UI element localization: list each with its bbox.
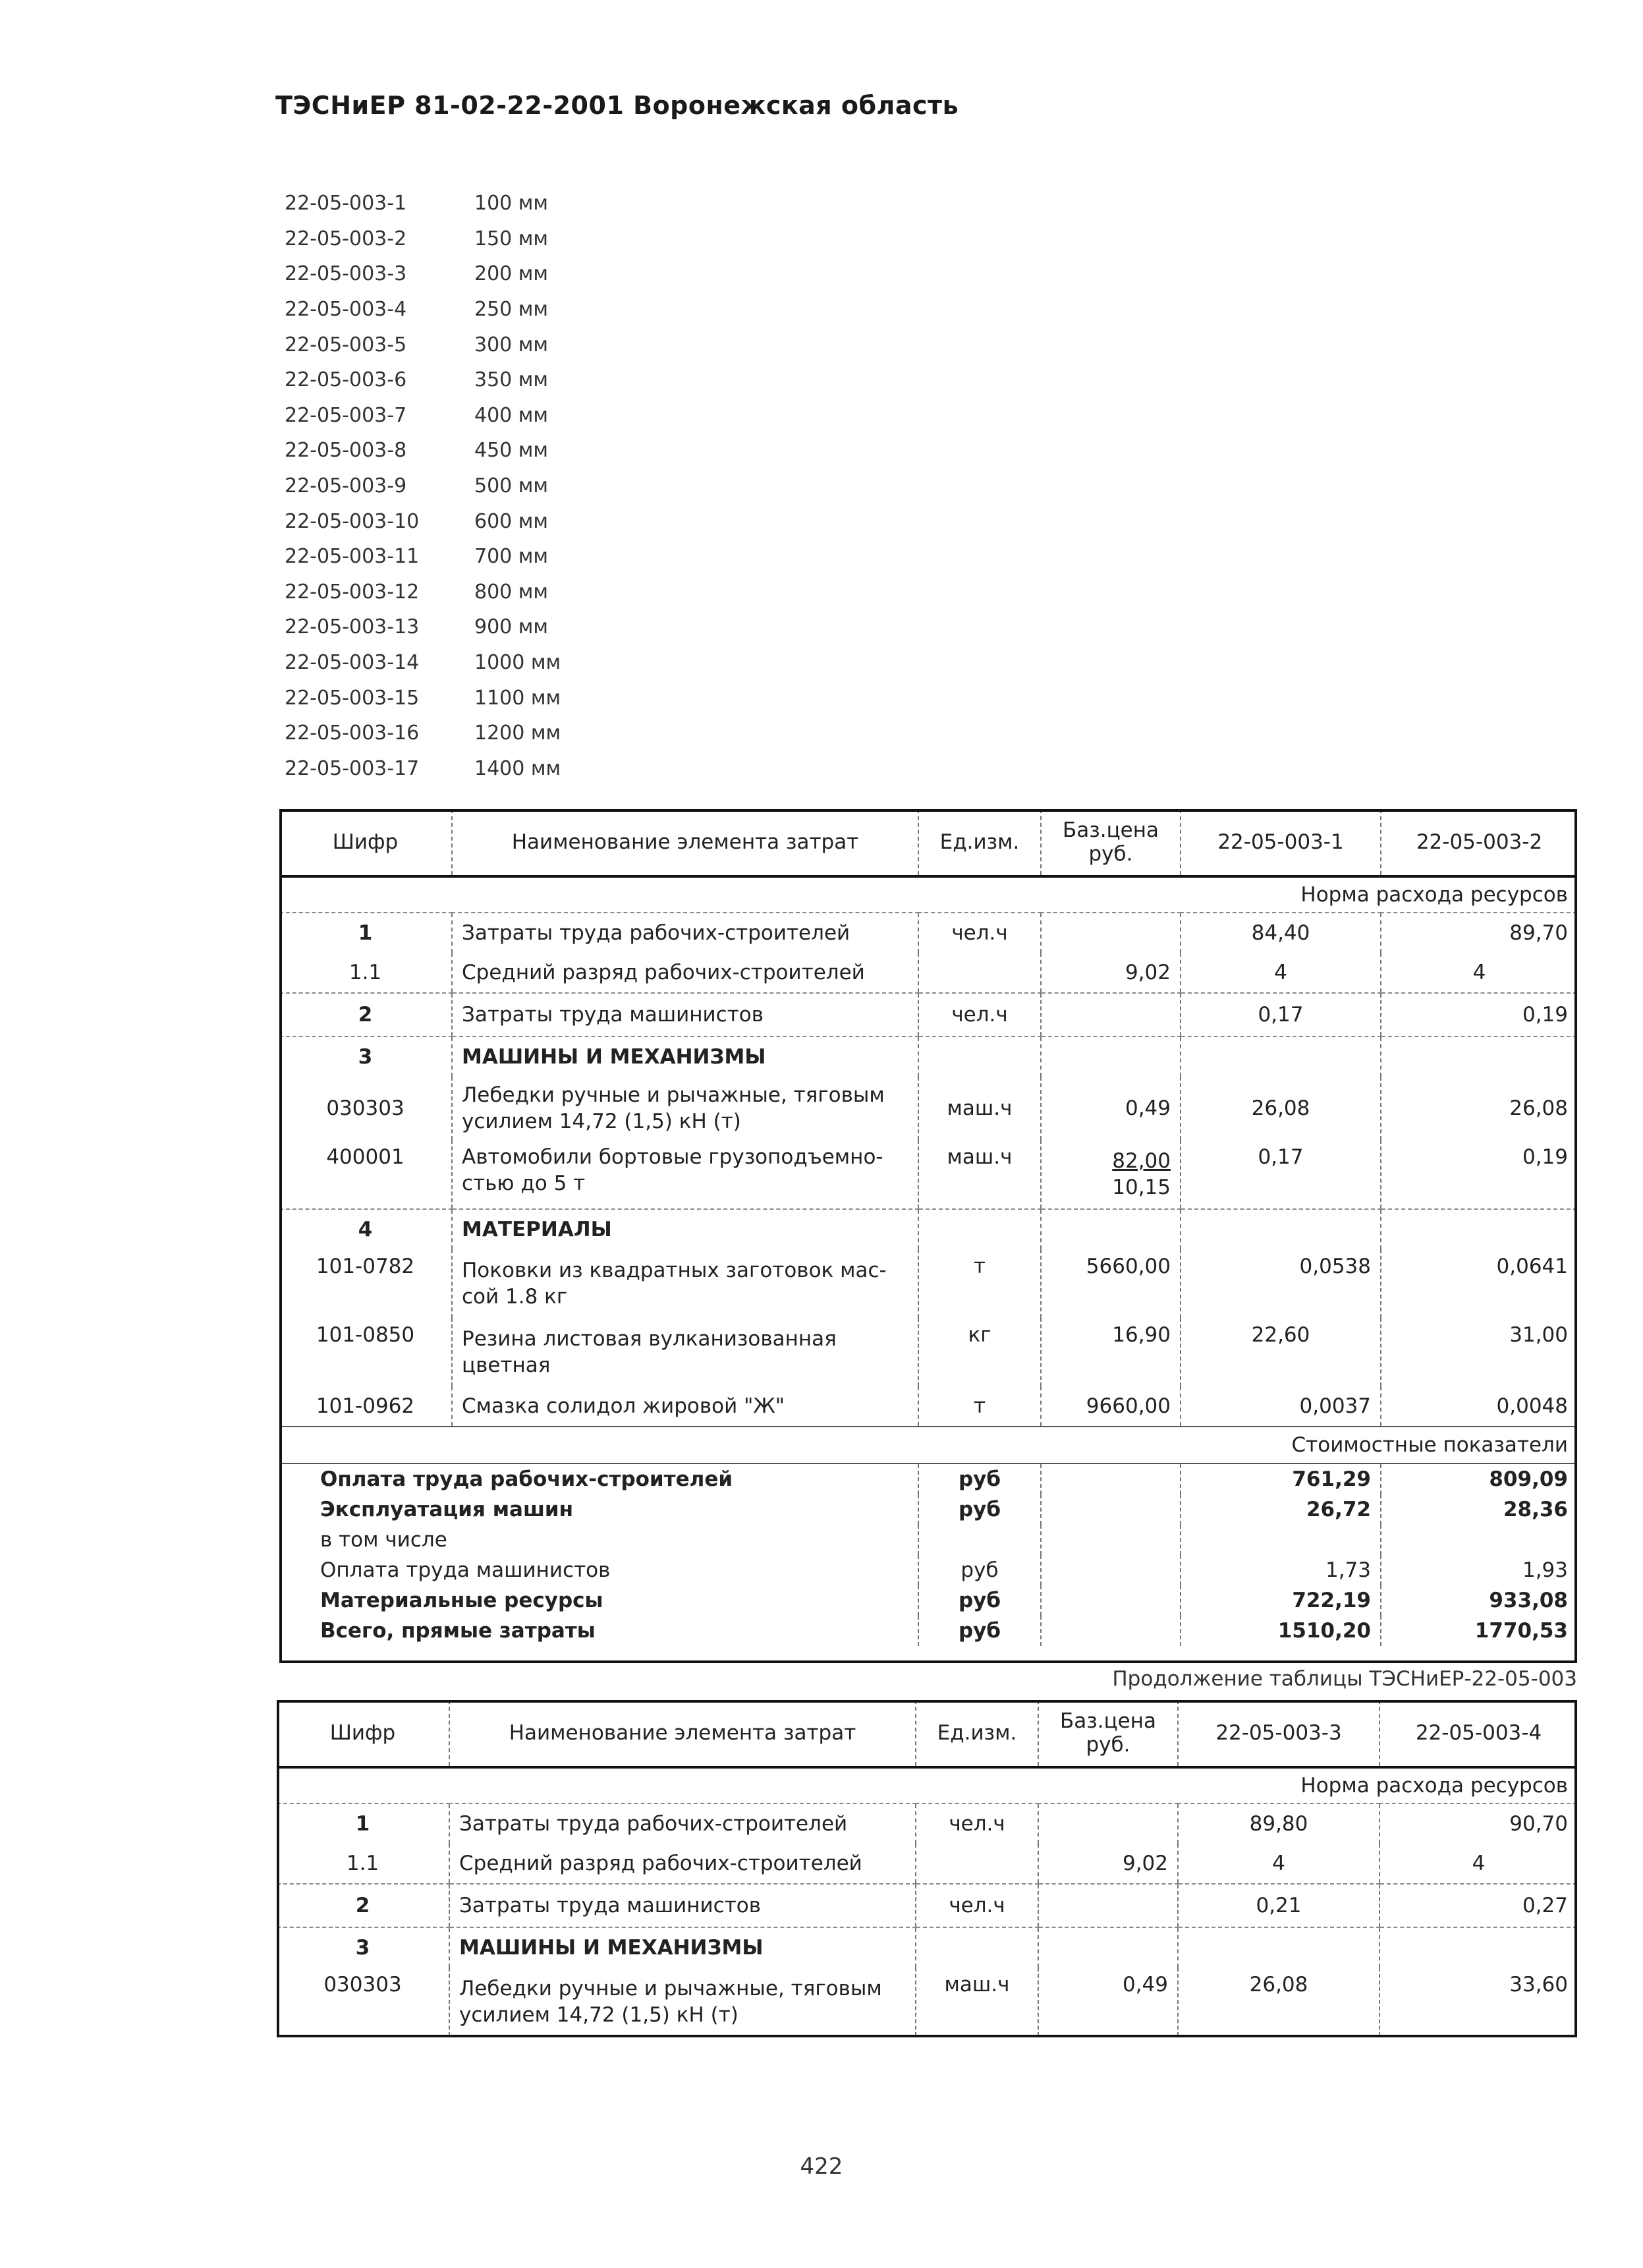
row-value-b: 0,19 [1381, 993, 1577, 1036]
row-name: Затраты труда рабочих-строителей [452, 913, 918, 953]
row-price: 9660,00 [1041, 1386, 1181, 1427]
list-item [285, 327, 672, 362]
table-row [279, 913, 1577, 953]
list-item [285, 292, 672, 327]
item-size: 800 мм [474, 580, 549, 604]
header-unit: Ед.изм. [916, 1700, 1038, 1767]
cost-unit: руб [918, 1494, 1041, 1525]
code-size-list [285, 186, 672, 786]
row-code: 101-0962 [279, 1386, 452, 1427]
cost-unit: руб [918, 1555, 1041, 1585]
item-size: 900 мм [474, 615, 549, 639]
item-size: 450 мм [474, 439, 549, 463]
item-size: 250 мм [474, 298, 549, 322]
row-name: Средний разряд рабочих-строителей [452, 953, 918, 993]
norm-label-row [279, 876, 1577, 913]
list-item [285, 362, 672, 398]
table-row [279, 1140, 1577, 1209]
item-code: 22-05-003-1 [285, 192, 407, 215]
row-price: 16,90 [1041, 1318, 1181, 1386]
section-row-machines [279, 1036, 1577, 1077]
item-size: 1200 мм [474, 722, 561, 745]
row-value-a: 0,0037 [1181, 1386, 1381, 1427]
row-code: 101-0782 [316, 1255, 415, 1278]
row-code: 030303 [323, 1973, 402, 1997]
item-size: 1100 мм [474, 686, 561, 710]
row-value-a: 0,21 [1178, 1884, 1379, 1927]
item-code: 22-05-003-4 [285, 298, 407, 322]
cost-value-a: 722,19 [1181, 1585, 1381, 1616]
row-code: 4 [358, 1218, 373, 1241]
list-item [285, 398, 672, 434]
cost-name: Всего, прямые затраты [320, 1619, 596, 1643]
row-name: Поковки из квадратных заготовок мас- сой 1.8 кг [452, 1249, 918, 1318]
cost-row [279, 1463, 1577, 1494]
header-unit: Ед.изм. [918, 809, 1041, 876]
header-price: Баз.цена руб. [1041, 809, 1181, 876]
cost-row [279, 1585, 1577, 1616]
list-item [285, 186, 672, 221]
row-value-a: 4 [1181, 953, 1381, 993]
norm-label: Норма расхода ресурсов [279, 876, 1577, 913]
item-size: 400 мм [474, 403, 549, 427]
cost-row [279, 1525, 1577, 1555]
cost-value-b: 1770,53 [1381, 1616, 1577, 1646]
row-value-a: 22,60 [1181, 1318, 1381, 1386]
row-unit: чел.ч [918, 993, 1041, 1036]
row-code: 2 [279, 993, 452, 1036]
list-item [285, 433, 672, 468]
cost-label-row [279, 1427, 1577, 1463]
header-price: Баз.цена руб. [1038, 1700, 1178, 1767]
item-size: 200 мм [474, 262, 549, 286]
row-name: Автомобили бортовые грузоподъемно- стью до 5 т [452, 1140, 918, 1209]
item-size: 150 мм [474, 227, 549, 250]
table-header-row [279, 809, 1577, 876]
row-value-b: 4 [1379, 1844, 1577, 1884]
row-unit [916, 1844, 1038, 1884]
table-row [277, 1844, 1577, 1884]
row-value-b: 0,27 [1379, 1884, 1577, 1927]
item-code: 22-05-003-12 [285, 580, 420, 604]
cost-value-b: 933,08 [1381, 1585, 1577, 1616]
table-row [279, 993, 1577, 1036]
cost-value-a: 761,29 [1181, 1463, 1381, 1494]
list-item [285, 539, 672, 575]
list-item [285, 645, 672, 681]
row-code: 3 [355, 1936, 370, 1960]
row-unit: т [918, 1386, 1041, 1427]
cost-value-a: 26,72 [1181, 1494, 1381, 1525]
list-item [285, 610, 672, 645]
list-item [285, 751, 672, 787]
header-code: Шифр [279, 809, 452, 876]
item-size: 600 мм [474, 509, 549, 533]
page-number: 422 [800, 2153, 843, 2180]
row-price: 0,49 [1041, 1077, 1181, 1140]
header-name: Наименование элемента затрат [452, 809, 918, 876]
section-title: МАТЕРИАЛЫ [452, 1209, 918, 1249]
list-item [285, 680, 672, 716]
list-item [285, 575, 672, 610]
item-code: 22-05-003-6 [285, 368, 407, 392]
item-code: 22-05-003-8 [285, 439, 407, 463]
row-value-b: 4 [1381, 953, 1577, 993]
row-code: 1 [355, 1812, 370, 1836]
item-code: 22-05-003-7 [285, 403, 407, 427]
row-unit: чел.ч [916, 1884, 1038, 1927]
row-unit: маш.ч [918, 1077, 1041, 1140]
row-name: Средний разряд рабочих-строителей [449, 1844, 916, 1884]
list-item [285, 716, 672, 751]
row-value-b: 0,0641 [1381, 1249, 1577, 1318]
header-col-b: 22-05-003-4 [1379, 1700, 1577, 1767]
cost-value-a: 1,73 [1181, 1555, 1381, 1585]
section-title: МАШИНЫ И МЕХАНИЗМЫ [452, 1036, 918, 1077]
row-value-a: 26,08 [1178, 1968, 1379, 2036]
item-code: 22-05-003-14 [285, 651, 420, 675]
item-code: 22-05-003-15 [285, 686, 420, 710]
row-unit: кг [918, 1318, 1041, 1386]
item-code: 22-05-003-2 [285, 227, 407, 250]
cost-name: Эксплуатация машин [320, 1498, 574, 1521]
table-continuation-caption: Продолжение таблицы ТЭСНиЕР-22-05-003 [1112, 1667, 1577, 1691]
section-row-materials [279, 1209, 1577, 1249]
row-code: 1 [358, 921, 373, 945]
row-name: Смазка солидол жировой "Ж" [452, 1386, 918, 1427]
cost-name: Материальные ресурсы [320, 1589, 603, 1612]
row-unit: чел.ч [916, 1803, 1038, 1844]
row-unit: маш.ч [916, 1968, 1038, 2036]
row-name: Затраты труда рабочих-строителей [449, 1803, 916, 1844]
item-code: 22-05-003-3 [285, 262, 407, 286]
page-title: ТЭСНиЕР 81-02-22-2001 Воронежская область [275, 91, 959, 120]
row-code: 1.1 [279, 953, 452, 993]
row-value-b: 26,08 [1381, 1077, 1577, 1140]
item-size: 500 мм [474, 474, 549, 498]
row-price [1038, 1884, 1178, 1927]
table-row [277, 1884, 1577, 1927]
list-item [285, 256, 672, 292]
row-price: 9,02 [1038, 1844, 1178, 1884]
row-price: 0,49 [1038, 1968, 1178, 2036]
row-name: Затраты труда машинистов [452, 993, 918, 1036]
row-code: 1.1 [277, 1844, 449, 1884]
row-value-a: 0,17 [1181, 1140, 1381, 1209]
list-item [285, 221, 672, 257]
cost-label: Стоимостные показатели [279, 1427, 1577, 1463]
header-col-a: 22-05-003-3 [1178, 1700, 1379, 1767]
item-size: 1400 мм [474, 756, 561, 780]
item-size: 300 мм [474, 333, 549, 356]
header-col-b: 22-05-003-2 [1381, 809, 1577, 876]
row-value-b: 0,19 [1381, 1140, 1577, 1209]
table-row [279, 1077, 1577, 1140]
row-price: 9,02 [1041, 953, 1181, 993]
cost-value-b: 1,93 [1381, 1555, 1577, 1585]
list-item [285, 468, 672, 504]
item-code: 22-05-003-9 [285, 474, 407, 498]
header-name: Наименование элемента затрат [449, 1700, 916, 1767]
row-value-b: 0,0048 [1381, 1386, 1577, 1427]
norm-label-row [277, 1767, 1577, 1803]
row-unit: чел.ч [918, 913, 1041, 953]
row-unit: т [918, 1249, 1041, 1318]
resource-table-2 [277, 1700, 1577, 2036]
item-code: 22-05-003-13 [285, 615, 420, 639]
item-code: 22-05-003-16 [285, 722, 420, 745]
cost-value-b: 28,36 [1381, 1494, 1577, 1525]
item-code: 22-05-003-11 [285, 545, 420, 569]
row-code: 400001 [279, 1140, 452, 1209]
cost-name: Оплата труда рабочих-строителей [279, 1463, 918, 1494]
item-size: 700 мм [474, 545, 549, 569]
row-price [1038, 1803, 1178, 1844]
item-code: 22-05-003-10 [285, 509, 420, 533]
table-row [279, 1386, 1577, 1427]
row-value-b: 33,60 [1379, 1968, 1577, 2036]
row-unit: маш.ч [918, 1140, 1041, 1209]
header-code: Шифр [277, 1700, 449, 1767]
table-row [277, 1803, 1577, 1844]
cost-name: в том числе [320, 1528, 447, 1552]
cost-unit: руб [918, 1585, 1041, 1616]
row-code: 3 [358, 1045, 373, 1069]
row-unit [918, 953, 1041, 993]
row-code: 2 [277, 1884, 449, 1927]
row-name: Резина листовая вулканизованная цветная [452, 1318, 918, 1386]
row-price: 5660,00 [1041, 1249, 1181, 1318]
row-code: 101-0850 [316, 1323, 415, 1347]
row-price [1041, 913, 1181, 953]
row-value-a: 26,08 [1181, 1077, 1381, 1140]
row-price [1041, 993, 1181, 1036]
row-name: Лебедки ручные и рычажные, тяговым усилием 14,72 (1,5) кН (т) [449, 1968, 916, 2036]
row-name: Лебедки ручные и рычажные, тяговым усилием 14,72 (1,5) кН (т) [452, 1077, 918, 1140]
table-header-row [277, 1700, 1577, 1767]
item-code: 22-05-003-5 [285, 333, 407, 356]
row-value-a: 0,0538 [1181, 1249, 1381, 1318]
row-code: 030303 [326, 1096, 404, 1120]
row-price: 82,00 10,15 [1041, 1140, 1181, 1209]
list-item [285, 503, 672, 539]
item-size: 1000 мм [474, 651, 561, 675]
norm-label: Норма расхода ресурсов [277, 1767, 1577, 1803]
item-size: 350 мм [474, 368, 549, 392]
table-row [279, 1318, 1577, 1386]
row-value-a: 0,17 [1181, 993, 1381, 1036]
item-size: 100 мм [474, 192, 549, 215]
cost-unit: руб [918, 1616, 1041, 1646]
cost-row [279, 1555, 1577, 1585]
table-row [277, 1968, 1577, 2036]
item-code: 22-05-003-17 [285, 756, 420, 780]
section-row-machines [277, 1927, 1577, 1968]
cost-name: Оплата труда машинистов [320, 1558, 611, 1582]
row-value-a: 89,80 [1178, 1803, 1379, 1844]
row-name: Затраты труда машинистов [449, 1884, 916, 1927]
cost-row [279, 1494, 1577, 1525]
row-value-a: 4 [1178, 1844, 1379, 1884]
table-row [279, 953, 1577, 993]
cost-unit: руб [918, 1463, 1041, 1494]
cost-value-b: 809,09 [1381, 1463, 1577, 1494]
row-value-b: 31,00 [1381, 1318, 1577, 1386]
row-value-b: 89,70 [1381, 913, 1577, 953]
cost-row [279, 1616, 1577, 1646]
header-col-a: 22-05-003-1 [1181, 809, 1381, 876]
row-value-b: 90,70 [1379, 1803, 1577, 1844]
row-value-a: 84,40 [1181, 913, 1381, 953]
section-title: МАШИНЫ И МЕХАНИЗМЫ [449, 1927, 916, 1968]
cost-value-a: 1510,20 [1181, 1616, 1381, 1646]
resource-table-1 [279, 809, 1577, 1646]
table-row [279, 1249, 1577, 1318]
